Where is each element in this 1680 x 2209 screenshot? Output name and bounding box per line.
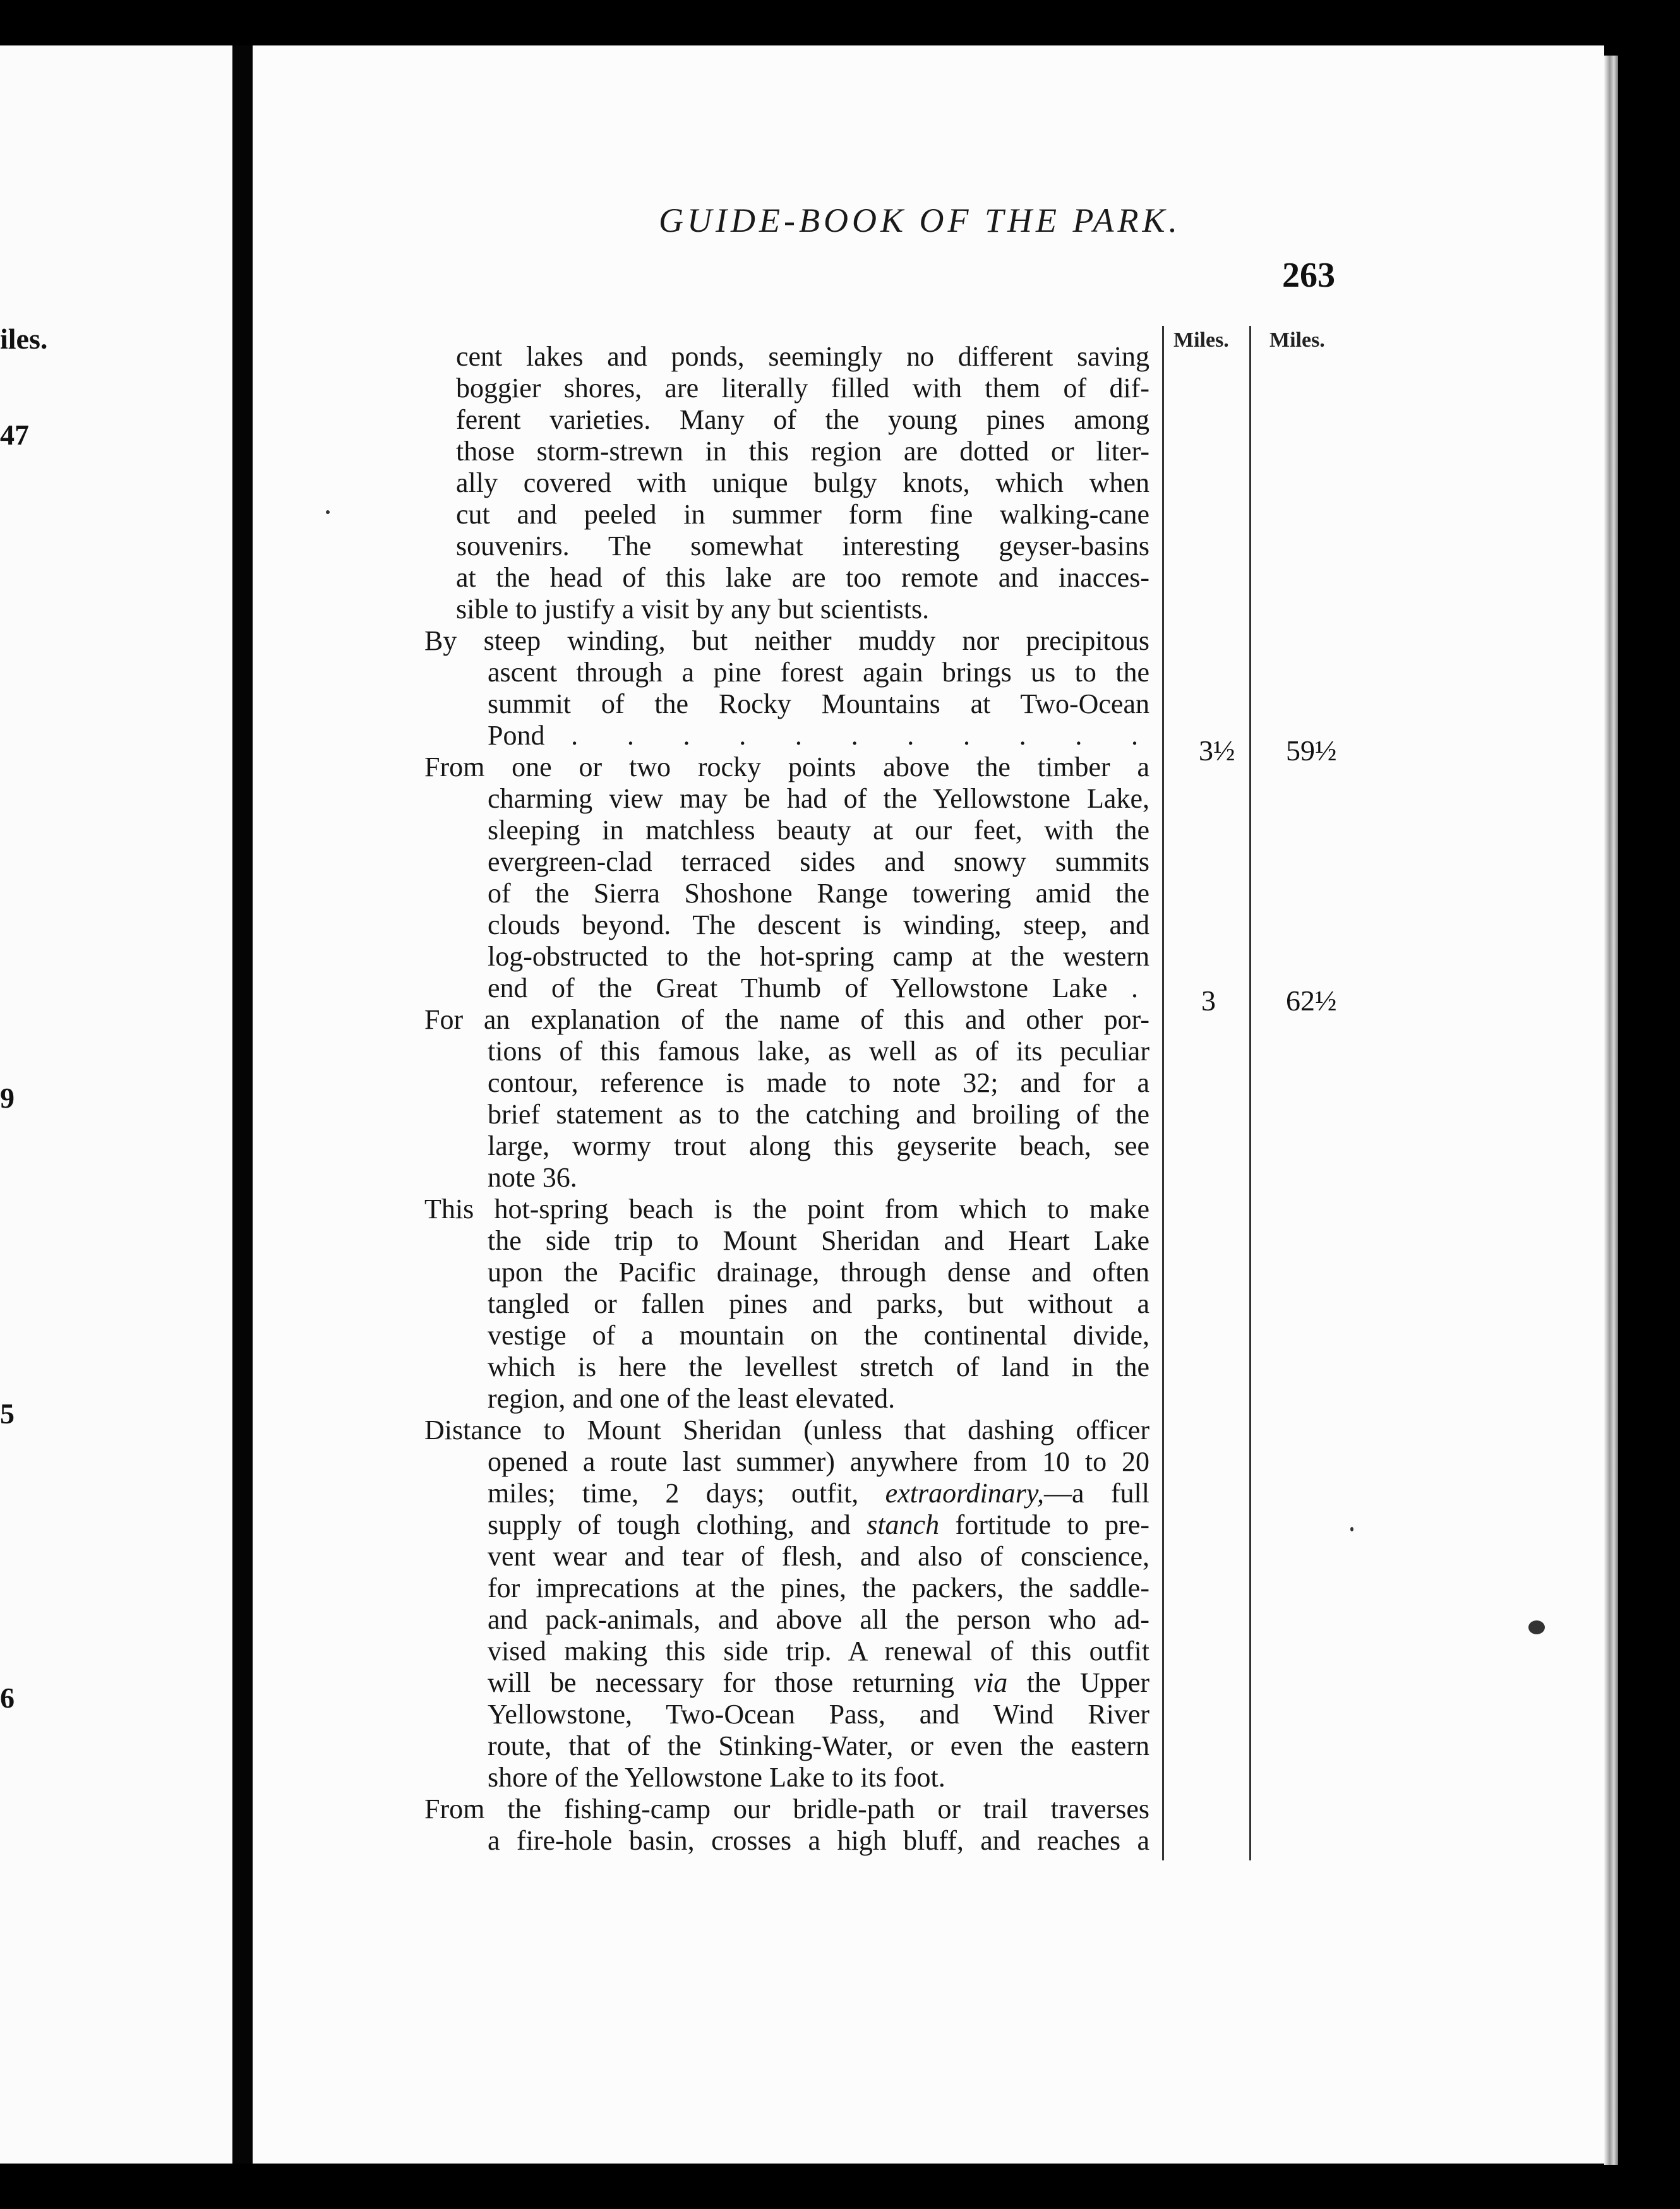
- scan-speck: [1350, 1527, 1353, 1531]
- paragraph-side-trip: [424, 1194, 1149, 1415]
- text-line: shore of the Yellowstone Lake to its foot.: [488, 1762, 945, 1793]
- paragraph-two-ocean-pond: [424, 625, 1149, 751]
- text-line: note 36.: [488, 1162, 577, 1193]
- text-line: which is here the levellest stretch of land in the: [488, 1351, 1149, 1382]
- left-page-number-fragment: 47: [0, 419, 29, 451]
- text-line: [456, 1667, 1149, 1699]
- entry-term: end of the Great Thumb of Yellowstone Lake: [488, 973, 1108, 1003]
- paragraph-yellowstone-view: [424, 751, 1149, 1004]
- paragraph-continuation: [424, 341, 1149, 625]
- paragraph-fishing-camp: [424, 1793, 1149, 1857]
- dot-leaders: . . . . . . . . . . .: [571, 720, 1150, 751]
- text-line: ascent through a pine forest again brings us to the: [488, 657, 1149, 688]
- text-line: region, and one of the least elevated.: [488, 1383, 896, 1414]
- text-line: This hot-spring beach is the point from which to make: [424, 1194, 1149, 1224]
- cumulative-distance-value: 59½: [1286, 734, 1337, 767]
- cumulative-distance-value: 62½: [1286, 985, 1337, 1017]
- entry-term: Pond: [488, 720, 545, 751]
- text-line: summit of the Rocky Mountains at Two-Ocean: [488, 688, 1149, 719]
- page-number: 263: [1282, 256, 1335, 295]
- scan-speck: [1528, 1620, 1545, 1634]
- page-edge-shadow: [1604, 56, 1618, 2165]
- text-line: those storm-strewn in this region are dotted or liter-: [456, 436, 1149, 467]
- text-line: sible to justify a visit by any but scientists.: [456, 594, 930, 625]
- text-line: [456, 1478, 1149, 1509]
- text-line: and pack-animals, and above all the person who ad-: [488, 1604, 1149, 1635]
- text-line: of the Sierra Shoshone Range towering amid the: [488, 878, 1149, 909]
- left-page-number-fragment: 6: [0, 1682, 15, 1714]
- running-head: GUIDE-BOOK OF THE PARK.: [659, 201, 1181, 239]
- text-line: contour, reference is made to note 32; and for a: [488, 1067, 1149, 1098]
- distance-value: 3: [1201, 985, 1216, 1017]
- text-line: boggier shores, are literally filled with them of dif-: [456, 373, 1149, 404]
- text-line: ally covered with unique bulgy knots, which when: [456, 467, 1149, 498]
- body-text: [424, 341, 1149, 1857]
- text-line: at the head of this lake are too remote and inacces-: [456, 562, 1149, 593]
- text-line: Distance to Mount Sheridan (unless that dashing officer: [424, 1415, 1149, 1446]
- dot-leaders: .: [1131, 973, 1149, 1003]
- column-rule-right: [1249, 326, 1251, 1860]
- text-line: By steep winding, but neither muddy nor precipitous: [424, 625, 1149, 656]
- book-gutter: [232, 45, 253, 2164]
- text-line: opened a route last summer) anywhere from 10 to 20: [488, 1446, 1149, 1477]
- text-line: clouds beyond. The descent is winding, steep, and: [488, 909, 1149, 940]
- paragraph-lake-explanation: [424, 1004, 1149, 1194]
- text-line: For an explanation of the name of this and other por-: [424, 1004, 1149, 1035]
- text-line: charming view may be had of the Yellowstone Lake,: [488, 783, 1149, 814]
- text-line: brief statement as to the catching and broiling of the: [488, 1099, 1149, 1130]
- left-page-miles-fragment: iles.: [0, 323, 48, 355]
- text-line: vised making this side trip. A renewal of this outfit: [488, 1636, 1149, 1667]
- paragraph-mount-sheridan: [424, 1415, 1149, 1793]
- text-span: supply of tough clothing, and: [488, 1509, 851, 1540]
- text-line-with-leaders: [456, 720, 1149, 751]
- text-line: the side trip to Mount Sheridan and Heart Lake: [488, 1225, 1149, 1256]
- text-line: for imprecations at the pines, the packers, the saddle-: [488, 1572, 1149, 1603]
- text-span: miles; time, 2 days; outfit,: [488, 1478, 859, 1509]
- text-line: From the fishing-camp our bridle-path or trail traverses: [424, 1793, 1149, 1824]
- text-line: route, that of the Stinking-Water, or even the eastern: [488, 1730, 1149, 1761]
- text-span: —a full: [1044, 1478, 1149, 1509]
- text-line: Yellowstone, Two-Ocean Pass, and Wind River: [488, 1699, 1149, 1730]
- text-line: From one or two rocky points above the timber a: [424, 751, 1149, 782]
- scan-speck: [326, 510, 330, 514]
- text-line: evergreen-clad terraced sides and snowy summits: [488, 846, 1149, 877]
- text-line: souvenirs. The somewhat interesting geyser-basins: [456, 530, 1149, 561]
- italic-term: extraordinary,: [885, 1478, 1045, 1509]
- distance-value: 3½: [1199, 734, 1235, 767]
- text-line: cut and peeled in summer form fine walking-cane: [456, 499, 1149, 530]
- text-line: vestige of a mountain on the continental divide,: [488, 1320, 1149, 1351]
- text-line: tangled or fallen pines and parks, but without a: [488, 1288, 1149, 1319]
- text-line: sleeping in matchless beauty at our feet, with the: [488, 815, 1149, 846]
- text-line: cent lakes and ponds, seemingly no different saving: [456, 341, 1149, 372]
- text-span: fortitude to pre-: [955, 1509, 1150, 1540]
- text-line: upon the Pacific drainage, through dense and often: [488, 1257, 1149, 1288]
- column-rule-left: [1162, 326, 1164, 1860]
- text-line: large, wormy trout along this geyserite beach, see: [488, 1130, 1149, 1161]
- total-miles-column-header: Miles.: [1269, 328, 1325, 352]
- text-line-with-leaders: [456, 973, 1149, 1004]
- text-line: a fire-hole basin, crosses a high bluff, and reaches a: [488, 1825, 1149, 1856]
- text-line: ferent varieties. Many of the young pines among: [456, 404, 1149, 435]
- text-line: log-obstructed to the hot-spring camp at the western: [488, 941, 1149, 972]
- miles-column-header: Miles.: [1173, 328, 1229, 352]
- italic-term: stanch: [867, 1509, 940, 1540]
- left-page-fragment: [0, 45, 232, 2164]
- text-line: tions of this famous lake, as well as of its peculiar: [488, 1036, 1149, 1067]
- left-page-number-fragment: 5: [0, 1398, 15, 1430]
- text-span: the Upper: [1026, 1667, 1150, 1698]
- italic-term: via: [973, 1667, 1008, 1698]
- left-page-number-fragment: 9: [0, 1082, 15, 1114]
- text-span: will be necessary for those returning: [488, 1667, 954, 1698]
- text-line: [456, 1509, 1149, 1541]
- text-line: vent wear and tear of flesh, and also of conscience,: [488, 1541, 1149, 1572]
